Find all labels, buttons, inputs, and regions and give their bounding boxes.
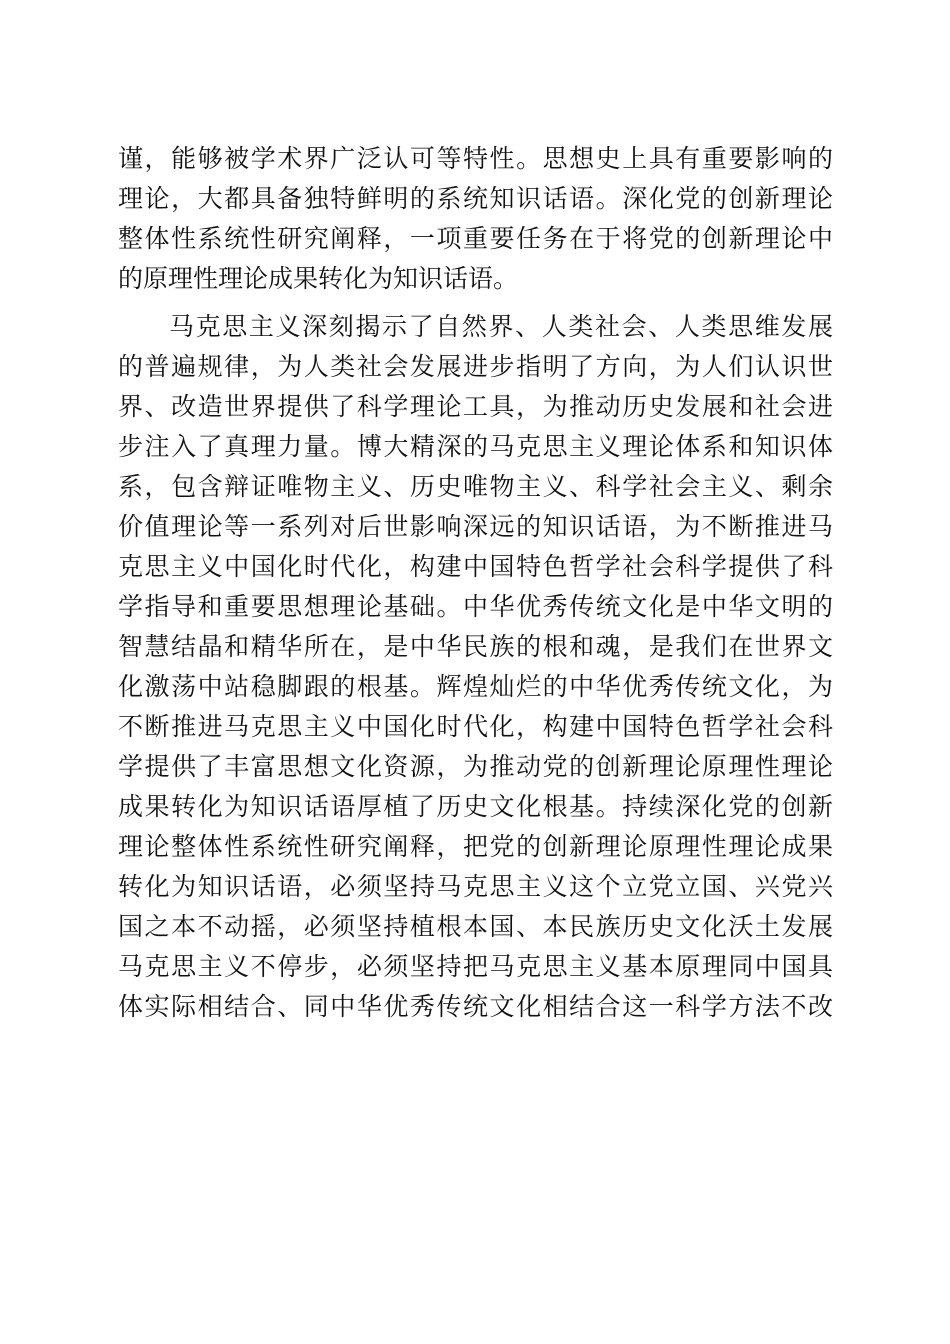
text-line: 转化为知识话语，必须坚持马克思主义这个立党立国、兴党兴 — [118, 872, 833, 901]
text-line: 理论整体性系统性研究阐释，把党的创新理论原理性理论成果 — [118, 832, 833, 861]
text-line: 国之本不动摇，必须坚持植根本国、本民族历史文化沃土发展 — [118, 912, 833, 941]
text-line: 马克思主义不停步，必须坚持把马克思主义基本原理同中国具 — [118, 952, 833, 981]
text-line: 的普遍规律，为人类社会发展进步指明了方向，为人们认识世 — [118, 352, 833, 381]
document-body — [118, 139, 833, 1027]
text-line: 克思主义中国化时代化，构建中国特色哲学社会科学提供了科 — [118, 552, 833, 581]
paragraph-2 — [118, 307, 833, 1027]
text-line: 谨，能够被学术界广泛认可等特性。思想史上具有重要影响的 — [118, 144, 833, 173]
text-line: 学提供了丰富思想文化资源，为推动党的创新理论原理性理论 — [118, 752, 833, 781]
text-line: 体实际相结合、同中华优秀传统文化相结合这一科学方法不改 — [118, 992, 833, 1021]
text-line: 系，包含辩证唯物主义、历史唯物主义、科学社会主义、剩余 — [118, 472, 833, 501]
text-line: 学指导和重要思想理论基础。中华优秀传统文化是中华文明的 — [118, 592, 833, 621]
text-line: 化激荡中站稳脚跟的根基。辉煌灿烂的中华优秀传统文化，为 — [118, 672, 833, 701]
paragraph-gap — [118, 299, 833, 307]
text-line: 不断推进马克思主义中国化时代化，构建中国特色哲学社会科 — [118, 712, 833, 741]
text-line: 理论，大都具备独特鲜明的系统知识话语。深化党的创新理论 — [118, 184, 833, 213]
text-line: 步注入了真理力量。博大精深的马克思主义理论体系和知识体 — [118, 432, 833, 461]
text-line: 马克思主义深刻揭示了自然界、人类社会、人类思维发展 — [169, 312, 833, 341]
text-line: 价值理论等一系列对后世影响深远的知识话语，为不断推进马 — [118, 512, 833, 541]
text-line: 界、改造世界提供了科学理论工具，为推动历史发展和社会进 — [118, 392, 833, 421]
text-line: 智慧结晶和精华所在，是中华民族的根和魂，是我们在世界文 — [118, 632, 833, 661]
paragraph-1 — [118, 139, 833, 299]
text-line: 成果转化为知识话语厚植了历史文化根基。持续深化党的创新 — [118, 792, 833, 821]
text-line: 整体性系统性研究阐释，一项重要任务在于将党的创新理论中 — [118, 224, 833, 253]
text-line: 的原理性理论成果转化为知识话语。 — [118, 264, 519, 293]
